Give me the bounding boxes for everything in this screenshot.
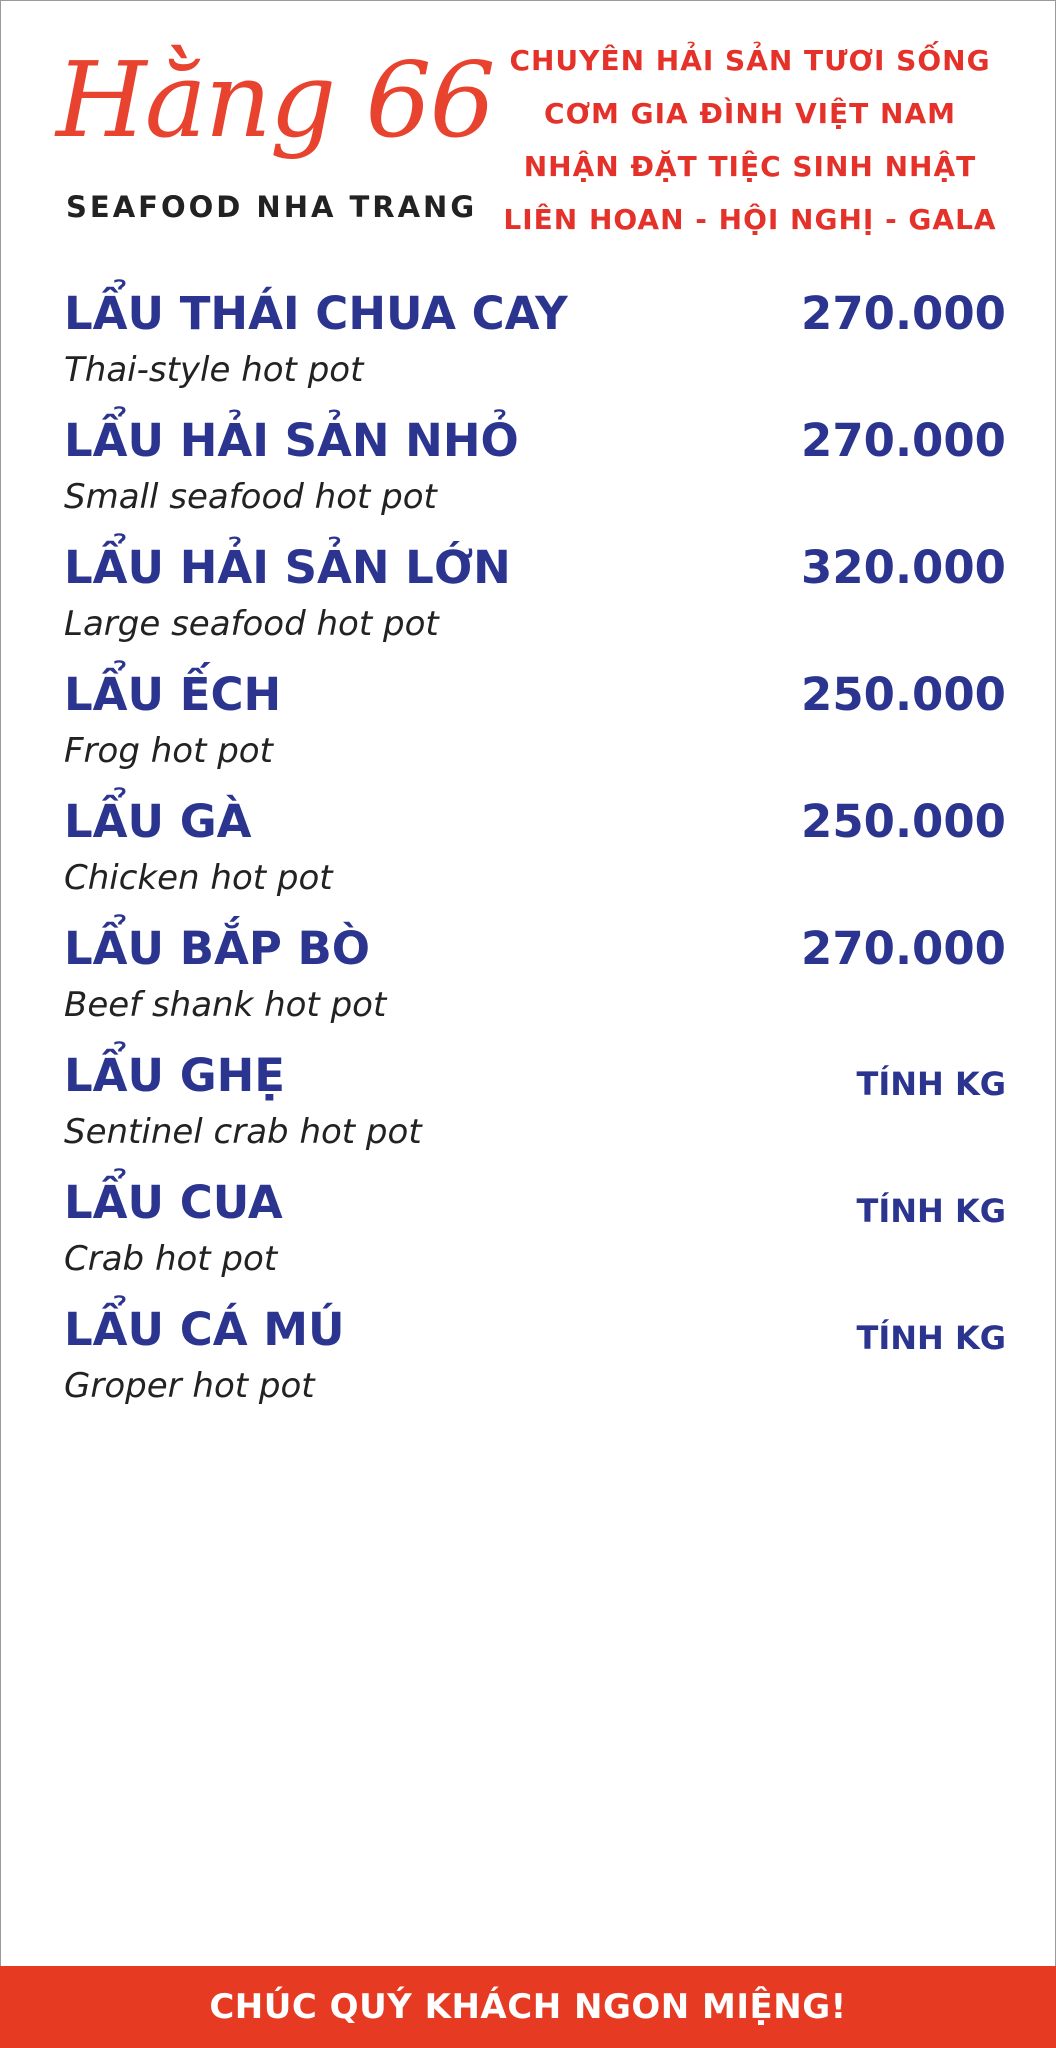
menu-item-price: 320.000 [801,541,1006,594]
menu-item-price: TÍNH KG [856,1192,1006,1230]
footer-text: CHÚC QUÝ KHÁCH NGON MIỆNG! [209,1987,847,2027]
menu-item-name: LẨU GHẸ [64,1049,286,1102]
brand-subtitle: SEAFOOD NHA TRANG [66,190,478,224]
menu-item-description: Groper hot pot [64,1366,315,1406]
menu-item-name: LẨU HẢI SẢN NHỎ [64,414,519,467]
menu-item-price: 270.000 [801,414,1006,467]
menu-item-name: LẨU HẢI SẢN LỚN [64,541,511,594]
menu-item-price: TÍNH KG [856,1319,1006,1357]
brand-name: Hằng 66 [56,39,494,161]
taglines [500,34,1000,246]
menu-item-name: LẨU GÀ [64,795,252,848]
menu-item [0,1296,1056,1423]
menu-item-price: 250.000 [801,668,1006,721]
menu-item [0,407,1056,534]
menu-item-price: 270.000 [801,922,1006,975]
menu-item-price: TÍNH KG [856,1065,1006,1103]
tagline: CHUYÊN HẢI SẢN TƯƠI SỐNG [509,44,991,77]
tagline: LIÊN HOAN - HỘI NGHỊ - GALA [503,203,997,236]
tagline: CƠM GIA ĐÌNH VIỆT NAM [544,97,956,130]
menu-item-price: 250.000 [801,795,1006,848]
menu-item-description: Sentinel crab hot pot [64,1112,422,1152]
menu-item-description: Chicken hot pot [64,858,333,898]
menu-item [0,534,1056,661]
menu-item-name: LẨU ẾCH [64,668,282,721]
menu-item [0,788,1056,915]
menu-item [0,1169,1056,1296]
menu-item-description: Crab hot pot [64,1239,278,1279]
menu-item-name: LẨU THÁI CHUA CAY [64,287,568,340]
menu-item-description: Thai-style hot pot [64,350,364,390]
menu-item [0,661,1056,788]
menu-item [0,280,1056,407]
menu-item [0,1042,1056,1169]
menu-item-price: 270.000 [801,287,1006,340]
menu-item-name: LẨU CUA [64,1176,283,1229]
menu-list [0,280,1056,1423]
menu-item-description: Beef shank hot pot [64,985,387,1025]
menu-item-description: Large seafood hot pot [64,604,439,644]
menu-item [0,915,1056,1042]
tagline: NHẬN ĐẶT TIỆC SINH NHẬT [523,150,977,183]
menu-item-name: LẨU BẮP BÒ [64,922,371,975]
menu-item-description: Frog hot pot [64,731,273,771]
menu-item-name: LẨU CÁ MÚ [64,1303,345,1356]
footer-banner [0,1966,1056,2048]
menu-item-description: Small seafood hot pot [64,477,437,517]
